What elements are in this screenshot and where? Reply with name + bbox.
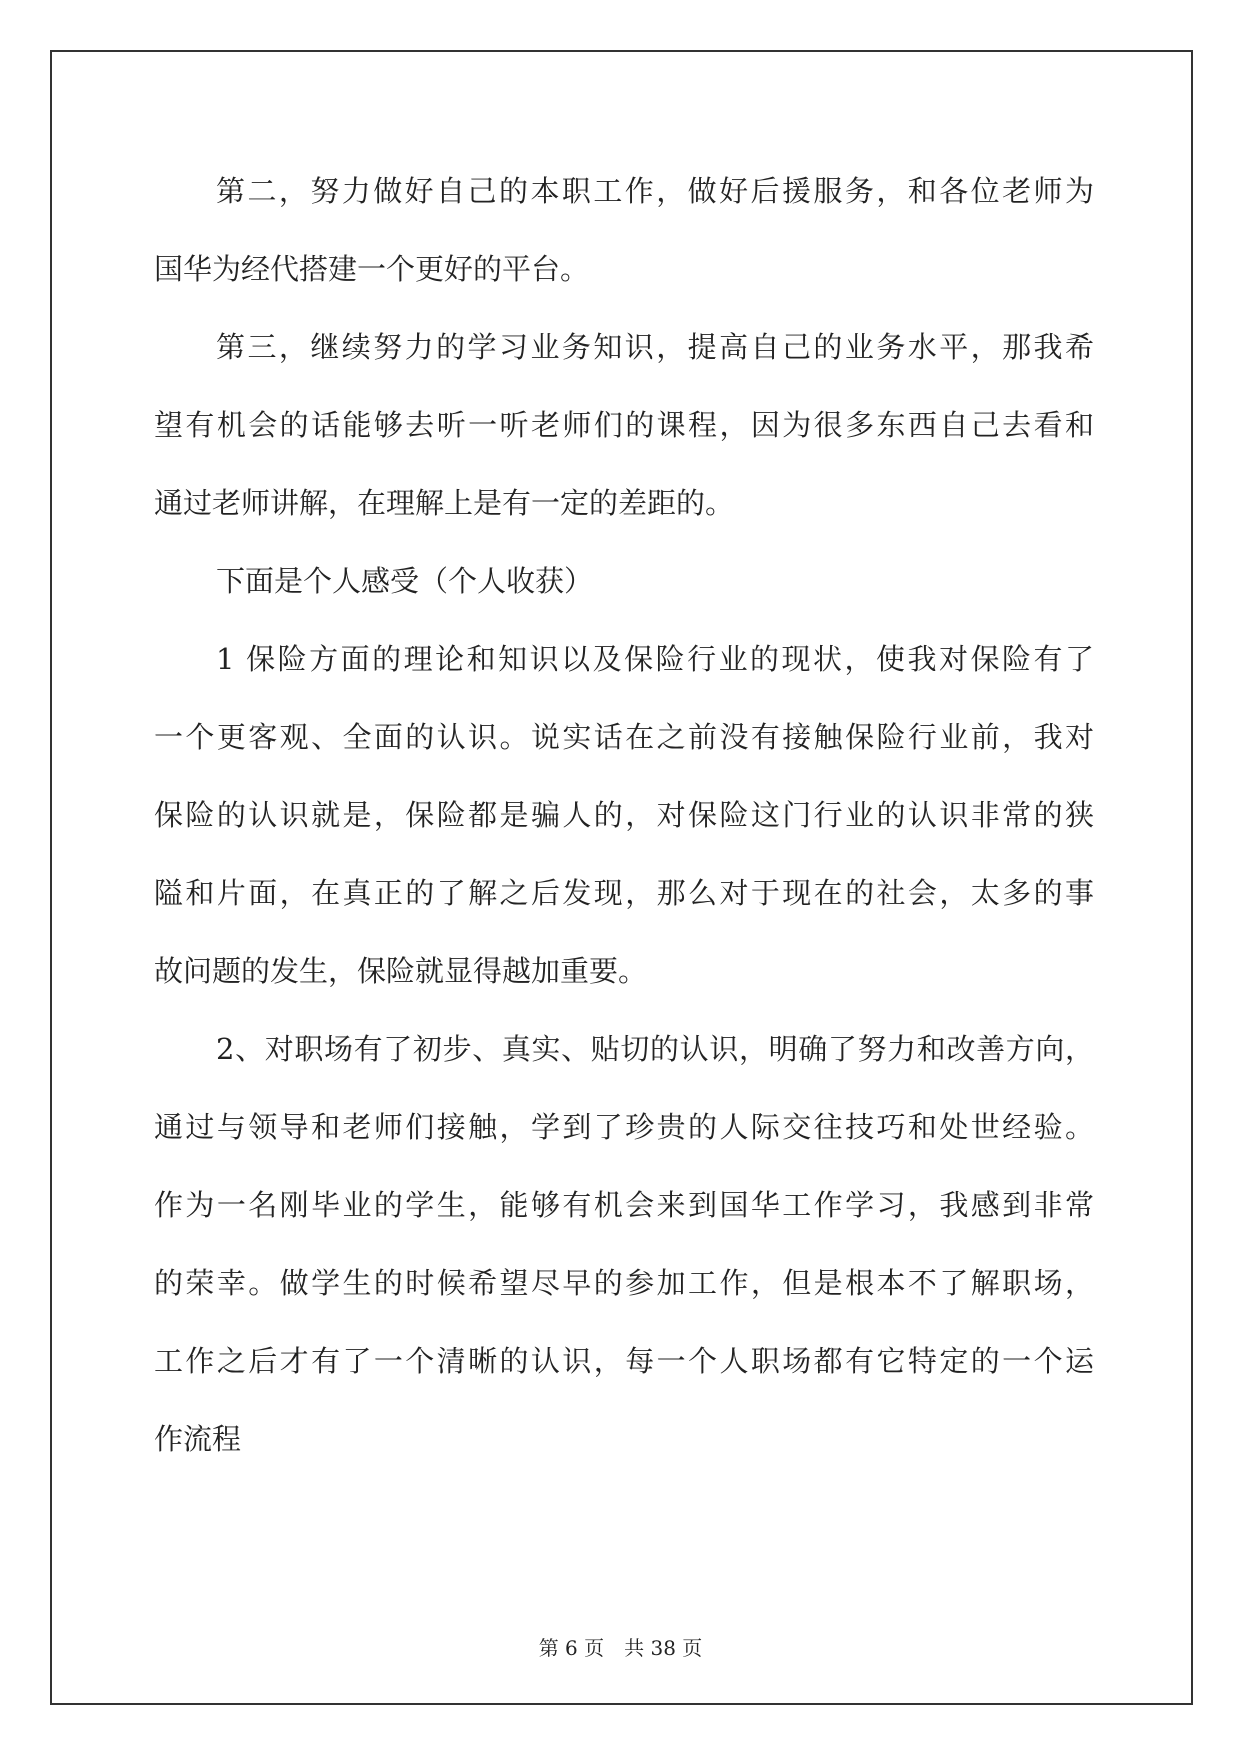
text-line: 第二，努力做好自己的本职工作，做好后援服务，和各位老师为: [216, 174, 1094, 208]
text-line: 工作之后才有了一个清晰的认识，每一个人职场都有它特定的一个运: [154, 1344, 1094, 1378]
text-line: 一个更客观、全面的认识。说实话在之前没有接触保险行业前，我对: [154, 720, 1094, 754]
text-line: 作为一名刚毕业的学生，能够有机会来到国华工作学习，我感到非常: [154, 1188, 1094, 1222]
text-line: 故问题的发生，保险就显得越加重要。: [154, 954, 648, 988]
text-line: 通过与领导和老师们接触，学到了珍贵的人际交往技巧和处世经验。: [154, 1110, 1094, 1144]
text-line: 1 保险方面的理论和知识以及保险行业的现状，使我对保险有了: [216, 642, 1094, 676]
text-line: 的荣幸。做学生的时候希望尽早的参加工作，但是根本不了解职场，: [154, 1266, 1094, 1300]
document-body: [154, 152, 1094, 1478]
text-line: 2、对职场有了初步、真实、贴切的认识，明确了努力和改善方向，: [216, 1032, 1094, 1066]
text-line: 隘和片面，在真正的了解之后发现，那么对于现在的社会，太多的事: [154, 876, 1094, 910]
text-line: 国华为经代搭建一个更好的平台。: [154, 252, 590, 286]
text-line: 作流程: [154, 1422, 242, 1456]
text-line: 通过老师讲解，在理解上是有一定的差距的。: [154, 486, 735, 520]
text-line: 第三，继续努力的学习业务知识，提高自己的业务水平，那我希: [216, 330, 1094, 364]
text-line: 保险的认识就是，保险都是骗人的，对保险这门行业的认识非常的狭: [154, 798, 1094, 832]
text-line: 下面是个人感受（个人收获）: [216, 564, 594, 598]
text-line: 望有机会的话能够去听一听老师们的课程，因为很多东西自己去看和: [154, 408, 1094, 442]
page-number-footer: 第 6 页 共 38 页: [538, 1636, 703, 1660]
